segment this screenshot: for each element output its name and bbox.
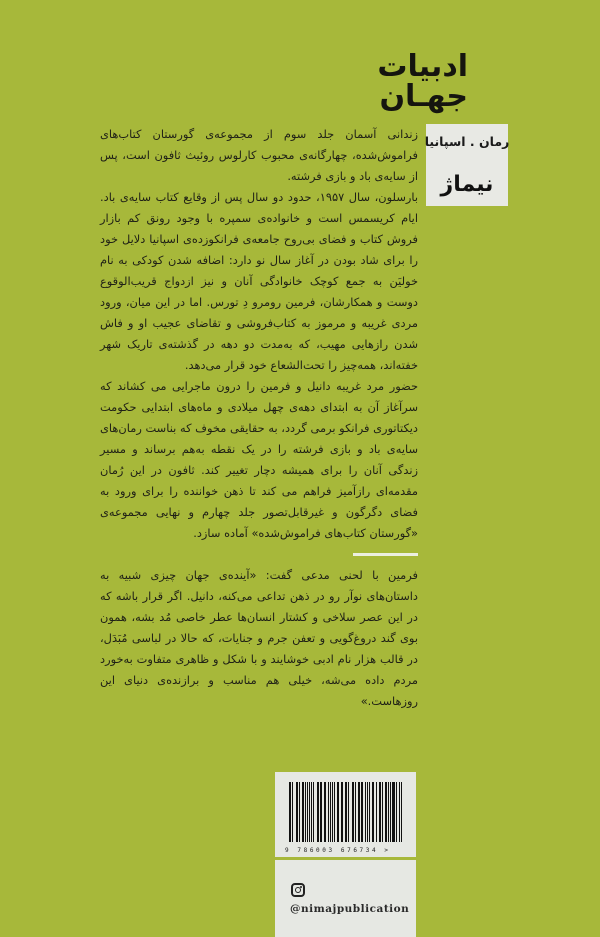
barcode-icon (289, 782, 403, 842)
social-label (275, 860, 416, 937)
instagram-icon (291, 883, 305, 897)
genre-publisher-label (426, 124, 508, 206)
blurb-paragraph: بارسلون، سال ۱۹۵۷، حدود دو سال پس از وقایع کتاب سایه‌ی باد. ایام کریسمس است و خانواده‌ی سمپره با وجود رونق کم بازار فروش کتاب و فضای بی‌روح جامعه‌ی فرانکوزده‌ی اسپانیا دلایل خود را برای شاد بودن در آغاز سال نو دارد: اضافه شدن کودکی به نام خولیَن به جمع کوچک خانوادگی آنان و نیز ازدواج قریب‌الوقوع دوست و همکارشان، فرمین رومرو دِ تورس. اما در این میان، ورود مردی غریبه و مرموز به کتاب‌فروشی و تقاضای عجیب او و فاش شدن رازهایی مهیب، که به‌مدت دو دهه در گذشته‌ی تاریک شهر خفته‌اند، همه‌چیز را تحت‌الشعاع خود قرار می‌دهد. (100, 190, 418, 372)
series-title (377, 49, 468, 114)
series-title-line1: ادبیات (377, 49, 468, 84)
quote-text: فرمین با لحنی مدعی گفت: «آینده‌ی جهان چیزی شبیه به داستان‌های نوآر رو در ذهن تداعی می‌کنه، دانیل. اگر قرار باشه که در این عصر سلاخی و کشتار انسان‌ها عطر خاصی مُد بشه، همون بوی گند دروغ‌گویی و تعفن جرم و جنایات، که حالا در لباسی مُبَدَل، در قالب هزار نام ادبی خوشایند و با شکل و ظاهری متفاوت به‌خورد مردم داده می‌شه، خیلی هم مناسب و برازنده‌ی دنیای این روزهاست.» (100, 568, 418, 708)
instagram-handle[interactable]: @nimajpublication (290, 903, 410, 915)
barcode-digits: 9 786003 676734 > (285, 847, 391, 854)
blurb (100, 124, 418, 544)
genre-label: رمان . اسپانیا (424, 134, 510, 149)
barcode-label (275, 772, 416, 857)
blurb-paragraph: زندانی آسمان جلد سوم از مجموعه‌ی گورستان کتاب‌های فراموش‌شده، چهارگانه‌ی محبوب کارلوس روئیث ثافون است، پس از سایه‌ی باد و بازی فرشته. (100, 127, 418, 183)
section-divider (353, 553, 418, 556)
blurb-paragraph: حضور مرد غریبه دانیل و فرمین را درون ماجرایی می کشاند که سرآغاز آن به ابتدای دهه‌ی چهل میلادی و ماه‌های ابتدایی حکومت دیکتاتوری فرانکو برمی گردد، به حقایقی مخوف که بناست رمان‌های سایه‌ی باد و بازی فرشته را در یک نقطه به‌هم برساند و مسیر زندگی آنان را برای همیشه دچار تغییر کند. ثافون در این رُمان مقدمه‌ای رازآمیز فراهم می کند تا ذهن خواننده را برای ورود به فضای دگرگون و غیرقابل‌تصور جلد چهارم و نهایی مجموعه‌ی «گورستان کتاب‌های فراموش‌شده» آماده سازد. (100, 379, 418, 540)
publisher-logo: نیماژ (440, 172, 494, 197)
excerpt-quote (100, 565, 418, 712)
series-title-line2: جهـان (379, 79, 468, 114)
